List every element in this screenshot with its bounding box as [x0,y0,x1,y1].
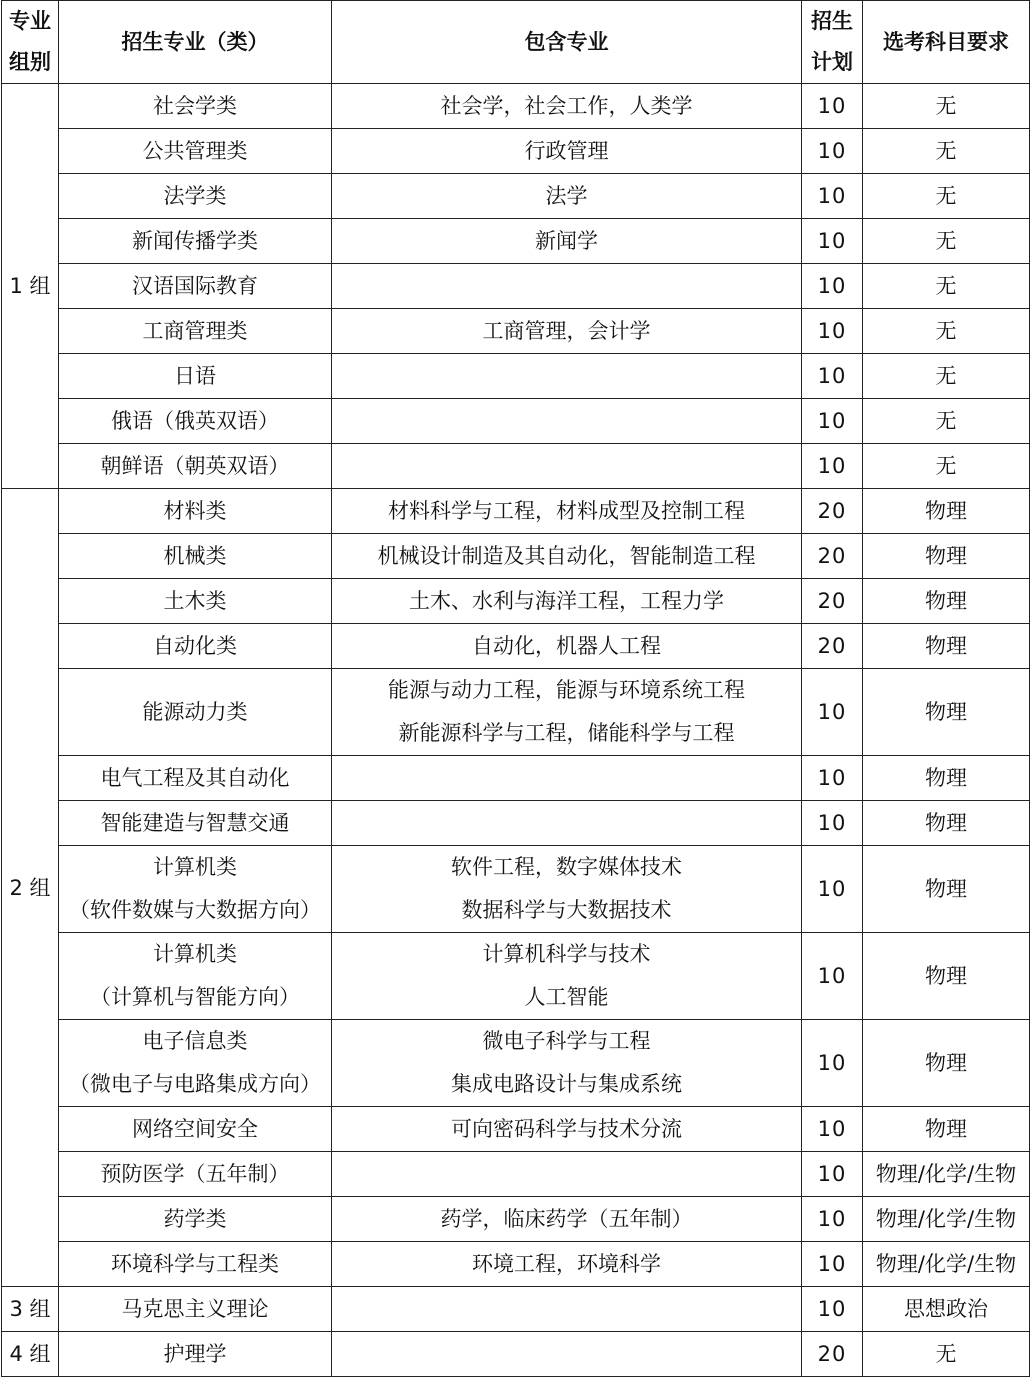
included-cell [332,219,802,264]
included-line: 机械设计制造及其自动化，智能制造工程 [377,544,756,568]
major-line: 环境科学与工程类 [111,1252,279,1276]
plan-cell: 10 [802,354,863,399]
major-line: 朝鲜语（朝英双语） [100,454,290,478]
plan-cell: 10 [802,309,863,354]
included-line: 药学，临床药学（五年制） [440,1207,693,1231]
major-cell [59,1152,332,1197]
major-cell [59,1242,332,1287]
included-line: 社会学，社会工作，人类学 [440,94,693,118]
table-row [2,1107,1030,1152]
plan-cell: 10 [802,399,863,444]
major-cell [59,801,332,846]
group-cell: 1 组 [2,84,59,489]
requirement-cell: 物理/化学/生物 [863,1197,1030,1242]
included-cell [332,534,802,579]
included-cell [332,354,802,399]
major-cell [59,1332,332,1377]
header-plan-line1: 招生 [811,9,853,33]
included-line: 法学 [545,184,588,208]
requirement-cell: 物理/化学/生物 [863,1152,1030,1197]
group-cell: 3 组 [2,1287,59,1332]
header-row [2,1,1030,84]
plan-cell: 10 [802,1287,863,1332]
included-cell [332,129,802,174]
major-line: 自动化类 [153,634,237,658]
major-line: 俄语（俄英双语） [111,409,279,433]
table-row [2,801,1030,846]
major-cell [59,933,332,1020]
included-line: 能源与动力工程，能源与环境系统工程 [388,678,745,702]
plan-cell: 10 [802,1197,863,1242]
major-line: 社会学类 [153,94,237,118]
included-line: 人工智能 [524,985,609,1009]
included-cell [332,1332,802,1377]
included-cell [332,1107,802,1152]
major-cell [59,264,332,309]
requirement-cell: 无 [863,174,1030,219]
table-row [2,1242,1030,1287]
major-cell [59,846,332,933]
header-plan-line2: 计划 [811,50,853,74]
header-major: 招生专业（类） [59,1,332,84]
major-cell [59,1107,332,1152]
major-line: （微电子与电路集成方向） [69,1072,321,1096]
requirement-cell: 物理 [863,756,1030,801]
group-cell: 2 组 [2,489,59,1287]
requirement-cell: 无 [863,129,1030,174]
included-cell [332,1152,802,1197]
major-cell [59,489,332,534]
included-cell [332,624,802,669]
major-line: 日语 [174,364,216,388]
table-row [2,669,1030,756]
major-cell [59,399,332,444]
plan-cell: 10 [802,846,863,933]
requirement-cell: 物理 [863,801,1030,846]
major-line: 机械类 [163,544,227,568]
requirement-cell: 物理 [863,1020,1030,1107]
major-cell [59,309,332,354]
plan-cell: 10 [802,756,863,801]
requirement-cell: 思想政治 [863,1287,1030,1332]
included-line: 可向密码科学与技术分流 [451,1117,682,1141]
included-line: 土木、水利与海洋工程，工程力学 [409,589,724,613]
included-cell [332,1020,802,1107]
major-cell [59,756,332,801]
included-cell [332,399,802,444]
requirement-cell: 无 [863,354,1030,399]
major-cell [59,579,332,624]
plan-cell: 10 [802,1020,863,1107]
included-cell [332,489,802,534]
header-group-line2: 组别 [9,50,51,74]
major-cell [59,84,332,129]
plan-cell: 20 [802,534,863,579]
included-cell [332,1197,802,1242]
major-cell [59,444,332,489]
included-cell [332,84,802,129]
included-cell [332,444,802,489]
major-line: 新闻传播学类 [132,229,258,253]
table-row [2,84,1030,129]
table-row [2,1287,1030,1332]
major-line: 计算机类 [153,942,237,966]
major-line: 能源动力类 [142,700,248,724]
table-row [2,399,1030,444]
included-cell [332,669,802,756]
included-cell [332,846,802,933]
table-row [2,174,1030,219]
table-row [2,444,1030,489]
plan-cell: 10 [802,1152,863,1197]
requirement-cell: 物理 [863,933,1030,1020]
included-cell [332,174,802,219]
major-line: 预防医学（五年制） [100,1162,290,1186]
admission-table [1,0,1030,1377]
included-line: 材料科学与工程，材料成型及控制工程 [388,499,745,523]
major-line: （计算机与智能方向） [90,985,300,1009]
plan-cell: 10 [802,219,863,264]
table-row [2,534,1030,579]
table-row [2,1152,1030,1197]
included-line: 环境工程，环境科学 [472,1252,661,1276]
plan-cell: 20 [802,489,863,534]
requirement-cell: 物理 [863,534,1030,579]
requirement-cell: 无 [863,444,1030,489]
group-cell: 4 组 [2,1332,59,1377]
included-line: 自动化，机器人工程 [472,634,661,658]
included-line: 行政管理 [524,139,609,163]
table-row [2,933,1030,1020]
plan-cell: 20 [802,624,863,669]
table-row [2,1020,1030,1107]
major-cell [59,174,332,219]
plan-cell: 10 [802,1107,863,1152]
plan-cell: 10 [802,174,863,219]
requirement-cell: 无 [863,84,1030,129]
included-line: 软件工程，数字媒体技术 [451,855,682,879]
included-cell [332,801,802,846]
requirement-cell: 物理 [863,846,1030,933]
included-cell [332,1287,802,1332]
major-line: 网络空间安全 [132,1117,258,1141]
table-body [2,84,1030,1377]
major-line: 汉语国际教育 [132,274,258,298]
major-cell [59,1287,332,1332]
major-cell [59,354,332,399]
plan-cell: 10 [802,933,863,1020]
requirement-cell: 物理/化学/生物 [863,1242,1030,1287]
header-included: 包含专业 [332,1,802,84]
major-cell [59,624,332,669]
included-cell [332,264,802,309]
header-plan [802,1,863,84]
table-row [2,219,1030,264]
table-row [2,846,1030,933]
table-row [2,264,1030,309]
requirement-cell: 物理 [863,489,1030,534]
major-line: 电子信息类 [142,1029,248,1053]
requirement-cell: 无 [863,219,1030,264]
plan-cell: 10 [802,1242,863,1287]
requirement-cell: 物理 [863,1107,1030,1152]
plan-cell: 10 [802,264,863,309]
table-row [2,309,1030,354]
major-line: 智能建造与智慧交通 [100,811,290,835]
table-row [2,756,1030,801]
plan-cell: 10 [802,84,863,129]
included-line: 计算机科学与技术 [482,942,651,966]
table-row [2,129,1030,174]
included-cell [332,1242,802,1287]
major-cell [59,129,332,174]
plan-cell: 10 [802,129,863,174]
plan-cell: 20 [802,1332,863,1377]
table-row [2,354,1030,399]
requirement-cell: 物理 [863,669,1030,756]
table-row [2,624,1030,669]
major-cell [59,669,332,756]
major-cell [59,219,332,264]
included-line: 微电子科学与工程 [482,1029,651,1053]
table-row [2,579,1030,624]
major-line: 计算机类 [153,855,237,879]
table-row [2,489,1030,534]
included-cell [332,309,802,354]
major-cell [59,1197,332,1242]
major-line: 药学类 [163,1207,227,1231]
included-line: 数据科学与大数据技术 [461,898,672,922]
requirement-cell: 物理 [863,624,1030,669]
included-cell [332,579,802,624]
table-row [2,1332,1030,1377]
requirement-cell: 无 [863,1332,1030,1377]
requirement-cell: 物理 [863,579,1030,624]
major-cell [59,1020,332,1107]
included-cell [332,756,802,801]
requirement-cell: 无 [863,264,1030,309]
plan-cell: 10 [802,669,863,756]
included-line: 工商管理，会计学 [482,319,651,343]
requirement-cell: 无 [863,399,1030,444]
plan-cell: 10 [802,444,863,489]
included-line: 集成电路设计与集成系统 [451,1072,682,1096]
major-line: 公共管理类 [142,139,248,163]
major-line: 土木类 [163,589,227,613]
requirement-cell: 无 [863,309,1030,354]
header-group [2,1,59,84]
major-line: 马克思主义理论 [121,1297,269,1321]
included-cell [332,933,802,1020]
major-line: 护理学 [163,1342,227,1366]
major-cell [59,534,332,579]
included-line: 新能源科学与工程，储能科学与工程 [398,721,735,745]
included-line: 新闻学 [535,229,598,253]
plan-cell: 20 [802,579,863,624]
major-line: 材料类 [163,499,227,523]
plan-cell: 10 [802,801,863,846]
header-group-line1: 专业 [9,9,51,33]
major-line: 电气工程及其自动化 [100,766,290,790]
major-line: 工商管理类 [142,319,248,343]
header-requirement: 选考科目要求 [863,1,1030,84]
major-line: 法学类 [163,184,227,208]
major-line: （软件数媒与大数据方向） [69,898,321,922]
table-row [2,1197,1030,1242]
